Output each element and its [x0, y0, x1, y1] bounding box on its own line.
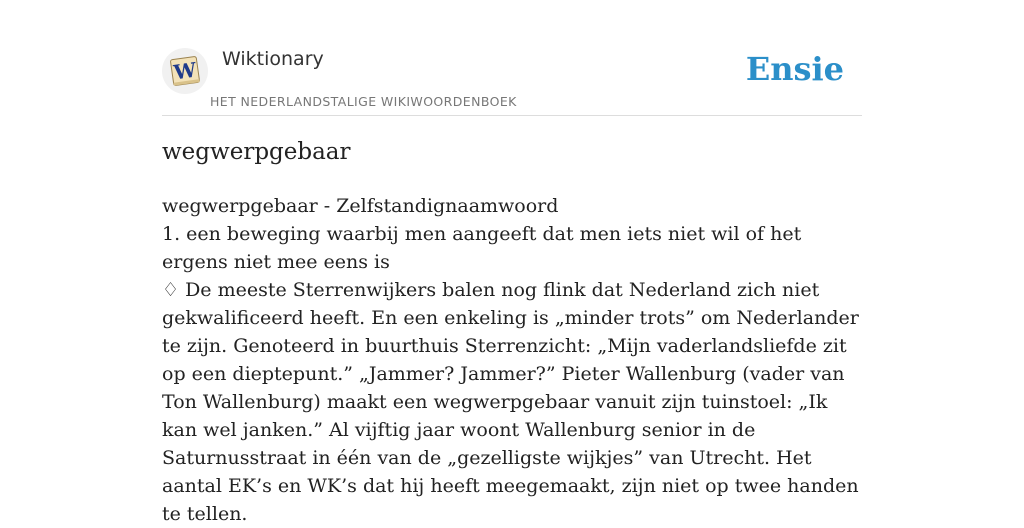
entry-definition: 1. een beweging waarbij men aangeeft dat men iets niet wil of het ergens niet mee eens is	[162, 223, 802, 273]
entry-heading: wegwerpgebaar - Zelfstandignaamwoord	[162, 195, 559, 217]
site-tagline: HET NEDERLANDSTALIGE WIKIWOORDENBOEK	[210, 94, 517, 109]
svg-text:W: W	[172, 57, 198, 85]
site-header	[162, 44, 862, 116]
wiktionary-logo-icon[interactable]	[162, 48, 208, 94]
page-title: wegwerpgebaar	[162, 139, 351, 165]
brand-logo[interactable]: Ensie	[745, 50, 844, 88]
wiktionary-logo-icon-graphic	[168, 54, 202, 88]
entry-example: ♢ De meeste Sterrenwijkers balen nog flink dat Nederland zich niet gekwalificeerd heeft. En een enkeling is „minder trots” om Nederlander te zijn. Genoteerd in buurthuis Sterrenzicht: „Mijn vaderlandsliefde zit op een dieptepunt.” „Jammer? Jammer?” Pieter Wallenburg (vader van Ton Wallenburg) maakt een wegwerpgebaar vanuit zijn tuinstoel: „Ik kan wel janken.” Al vijftig jaar woont Wallenburg senior in de Saturnusstraat in één van de „gezelligste wijkjes” van Utrecht. Het aantal EK’s en WK’s dat hij heeft meegemaakt, zijn niet op twee handen te tellen.	[162, 279, 859, 525]
site-name[interactable]: Wiktionary	[222, 48, 324, 70]
entry-content	[162, 192, 862, 528]
